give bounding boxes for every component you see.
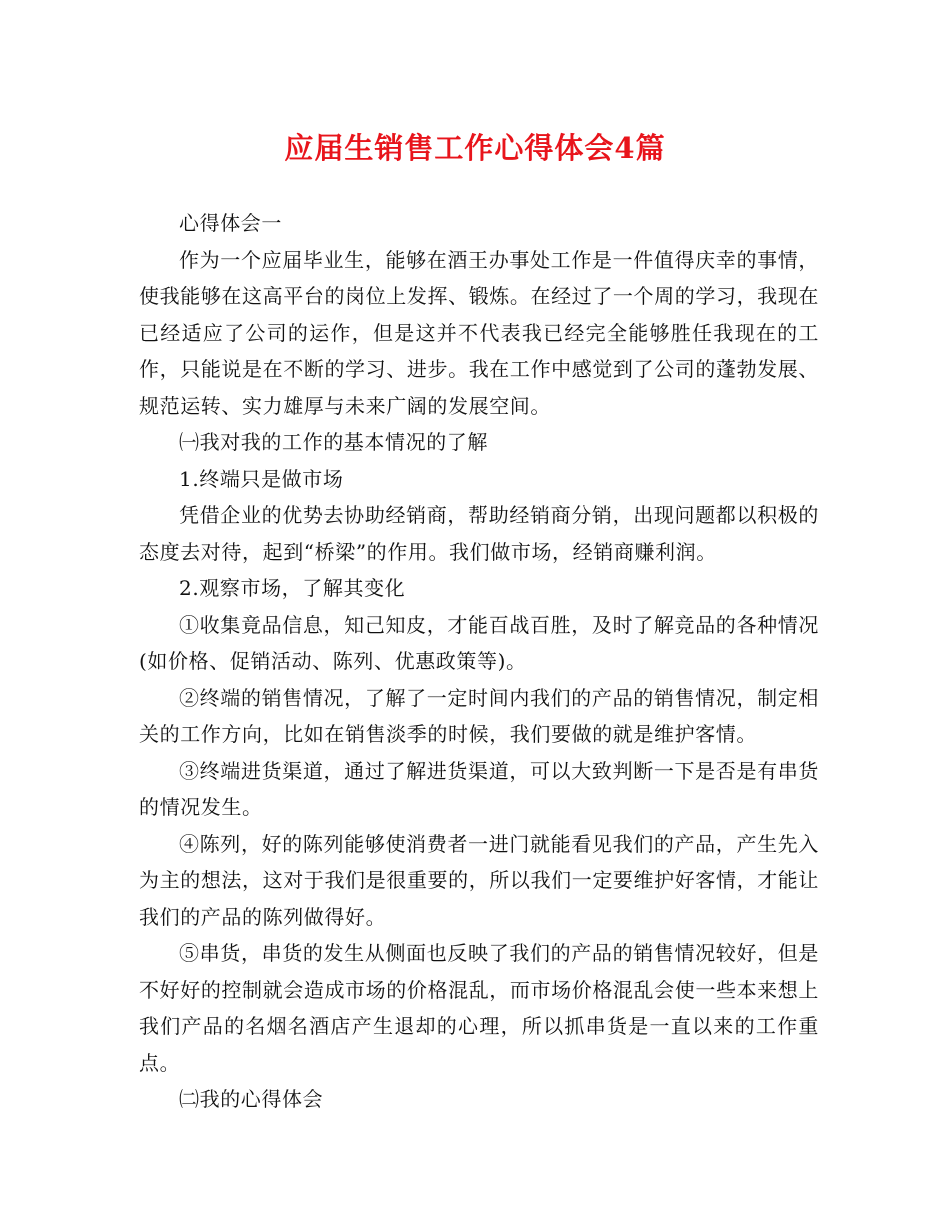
paragraph-point-1: ①收集竟品信息，知己知皮，才能百战百胜，及时了解竞品的各种情况(如价格、促销活动、陈列、优惠政策等)。 bbox=[139, 612, 819, 673]
paragraph-item-1: 凭借企业的优势去协助经销商，帮助经销商分销，出现问题都以积极的态度去对待，起到“桥梁”的作用。我们做市场，经销商赚利润。 bbox=[139, 503, 819, 564]
paragraph-point-2: ②终端的销售情况，了解了一定时间内我们的产品的销售情况，制定相关的工作方向，比如在销售淡季的时候，我们要做的就是维护客情。 bbox=[139, 685, 819, 746]
document-body bbox=[139, 205, 819, 1118]
paragraph-intro: 作为一个应届毕业生，能够在酒王办事处工作是一件值得庆幸的事情，使我能够在这高平台的岗位上发挥、锻炼。在经过了一个周的学习，我现在已经适应了公司的运作，但是这并不代表我已经完全能够胜任我现在的工作，只能说是在不断的学习、进步。我在工作中感觉到了公司的蓬勃发展、规范运转、实力雄厚与未来广阔的发展空间。 bbox=[139, 247, 819, 418]
paragraph-point-4: ④陈列，好的陈列能够使消费者一进门就能看见我们的产品，产生先入为主的想法，这对于我们是很重要的，所以我们一定要维护好客情，才能让我们的产品的陈列做得好。 bbox=[139, 831, 819, 929]
document-title: 应届生销售工作心得体会4篇 bbox=[284, 131, 666, 165]
item-heading-1: 1.终端只是做市场 bbox=[179, 466, 344, 491]
subheading-part-1: ㈠我对我的工作的基本情况的了解 bbox=[179, 430, 488, 454]
section-heading-1: 心得体会一 bbox=[179, 211, 282, 235]
paragraph-point-5: ⑤串货，串货的发生从侧面也反映了我们的产品的销售情况较好，但是不好好的控制就会造成市场的价格混乱，而市场价格混乱会使一些本来想上我们产品的名烟名酒店产生退却的心理，所以抓串货是一直以来的工作重点。 bbox=[139, 941, 819, 1075]
paragraph-point-3: ③终端进货渠道，通过了解进货渠道，可以大致判断一下是否是有串货的情况发生。 bbox=[139, 758, 819, 819]
item-heading-2: 2.观察市场，了解其变化 bbox=[179, 576, 406, 600]
subheading-part-2: ㈡我的心得体会 bbox=[179, 1087, 324, 1111]
